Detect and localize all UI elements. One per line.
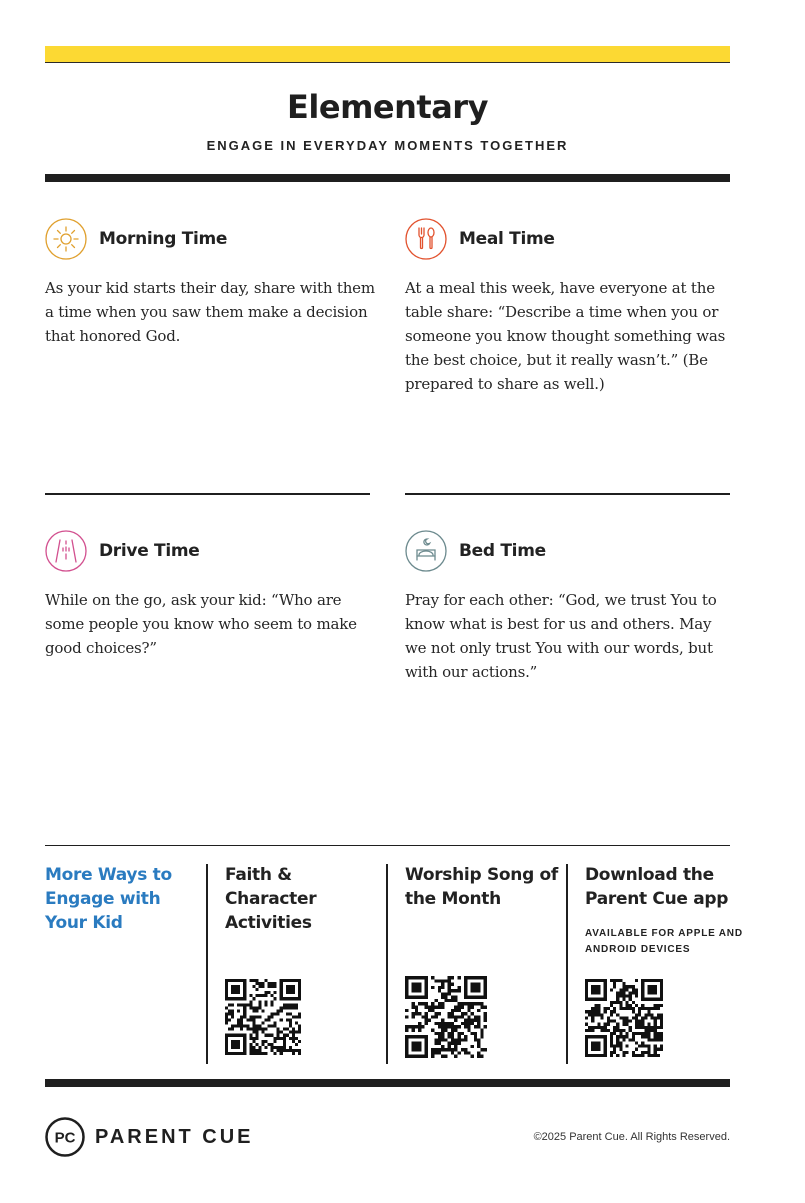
section-body: While on the go, ask your kid: “Who are some people you know who seem to make good choices?” [45, 591, 357, 657]
qr-code-icon[interactable] [405, 976, 487, 1058]
resource-worship-song [405, 846, 565, 1066]
section-meal-time [405, 217, 735, 396]
road-icon [45, 530, 87, 572]
logo-mark-text: PC [54, 1129, 76, 1147]
qr-code-icon[interactable] [225, 979, 301, 1055]
resource-note: AVAILABLE FOR APPLE AND ANDROID DEVICES [585, 928, 743, 955]
resource-title: Worship Song of the Month [405, 865, 559, 909]
sun-icon [45, 218, 87, 260]
section-body: Pray for each other: “God, we trust You to know what is best for us and others. May we not only trust You with our words, but with our actions.” [405, 591, 717, 681]
section-body: At a meal this week, have everyone at the table share: “Describe a time when you or someone you know thought something was the best choice, but it really wasn’t.” (Be prepared to share as well.) [405, 279, 726, 393]
header-divider [45, 174, 730, 182]
section-title: Morning Time [99, 229, 228, 249]
bed-moon-icon [405, 530, 447, 572]
section-title: Meal Time [459, 229, 555, 249]
section-bed-time [405, 529, 735, 684]
logo-text: PARENT CUE [95, 1125, 254, 1148]
section-title: Drive Time [99, 541, 200, 561]
section-title: Bed Time [459, 541, 546, 561]
section-drive-time [45, 529, 375, 660]
fork-spoon-icon [405, 218, 447, 260]
column-divider [206, 864, 208, 1064]
footer-divider [45, 1079, 730, 1087]
resources-heading: More Ways to Engage with Your Kid [45, 865, 172, 933]
section-divider [405, 493, 730, 495]
resource-faith-activities [225, 846, 385, 1066]
page-subtitle: ENGAGE IN EVERYDAY MOMENTS TOGETHER [206, 138, 569, 153]
section-morning-time [45, 217, 375, 348]
parent-cue-logo-mark [45, 1117, 85, 1157]
copyright-text: ©2025 Parent Cue. All Rights Reserved. [533, 1131, 730, 1143]
section-divider [45, 493, 370, 495]
column-divider [386, 864, 388, 1064]
parent-cue-logo [45, 1117, 254, 1157]
section-body: As your kid starts their day, share with them a time when you saw them make a decision that honored God. [45, 279, 375, 345]
page-title: Elementary [287, 88, 488, 126]
resources-strip [45, 845, 743, 1066]
qr-code-icon[interactable] [585, 979, 663, 1057]
column-divider [566, 864, 568, 1064]
header-accent-bar [45, 46, 730, 63]
resource-title: Faith & Character Activities [225, 865, 317, 933]
resource-parent-cue-app [585, 846, 745, 1066]
resource-title: Download the Parent Cue app [585, 865, 729, 909]
